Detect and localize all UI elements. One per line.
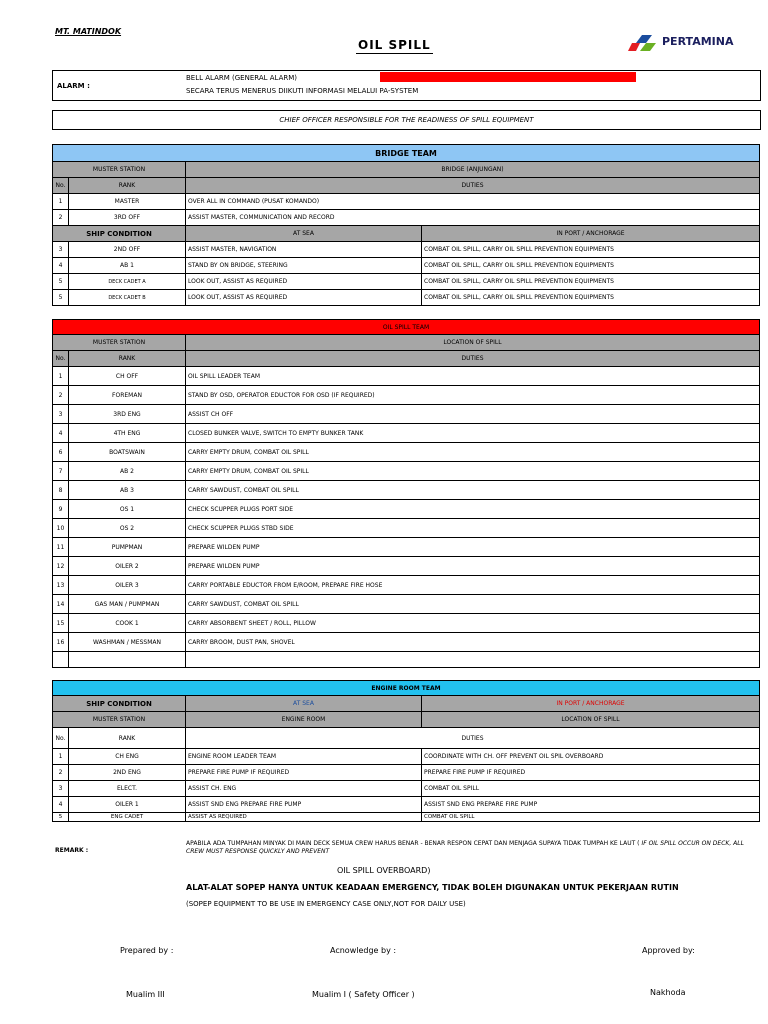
remark-text-en: IF OIL SPILL OCCUR ON DECK, ALL CREW MUST RESPONSE QUICKLY AND PREVENT — [186, 840, 744, 855]
at-sea-header: AT SEA — [186, 226, 422, 242]
ship-condition-label: SHIP CONDITION — [53, 226, 186, 242]
at-sea-duty-cell: ASSIST SND ENG PREPARE FIRE PUMP — [186, 797, 422, 813]
in-port-duty-cell: COMBAT OIL SPILL, CARRY OIL SPILL PREVENTION EQUIPMENTS — [422, 258, 760, 274]
sopep-note: (SOPEP EQUIPMENT TO BE USE IN EMERGENCY CASE ONLY,NOT FOR DAILY USE) — [186, 900, 466, 908]
approved-by-label: Approved by: — [642, 946, 695, 955]
bridge-row — [53, 290, 760, 306]
oil-spill-row — [53, 424, 760, 443]
in-port-duty-cell: COMBAT OIL SPILL — [422, 813, 760, 822]
row-number: 3 — [53, 781, 69, 797]
pertamina-logo-text: PERTAMINA — [662, 35, 734, 48]
at-sea-duty-cell: ASSIST AS REQUIRED — [186, 813, 422, 822]
sopep-warning: ALAT-ALAT SOPEP HANYA UNTUK KEADAAN EMERGENCY, TIDAK BOLEH DIGUNAKAN UNTUK PEKERJAAN RUTIN — [186, 883, 679, 892]
rank-cell: 2ND ENG — [69, 765, 186, 781]
rank-cell: DECK CADET B — [69, 290, 186, 306]
ship-condition-label: SHIP CONDITION — [53, 696, 186, 712]
bridge-row — [53, 210, 760, 226]
ship-name: MT. MATINDOK — [55, 27, 122, 36]
rank-cell: CH ENG — [69, 749, 186, 765]
row-number: 12 — [53, 557, 69, 576]
remark-overboard: OIL SPILL OVERBOARD) — [337, 866, 431, 875]
rank-cell: GAS MAN / PUMPMAN — [69, 595, 186, 614]
duty-cell: CARRY EMPTY DRUM, COMBAT OIL SPILL — [186, 462, 760, 481]
engine-row — [53, 781, 760, 797]
rank-cell: CH OFF — [69, 367, 186, 386]
row-number: 9 — [53, 500, 69, 519]
prepared-by-label: Prepared by : — [120, 946, 174, 955]
engine-room-team-table — [52, 680, 760, 822]
duty-cell: OIL SPILL LEADER TEAM — [186, 367, 760, 386]
rank-cell: 3RD OFF — [69, 210, 186, 226]
remark-text-id: APABILA ADA TUMPAHAN MINYAK DI MAIN DECK SEMUA CREW HARUS BENAR - BENAR RESPON CEPAT DAN MENJAGA SUPAYA TIDAK TUMPAH KE LAUT ( — [186, 840, 640, 847]
alarm-box — [52, 70, 761, 101]
row-number: 3 — [53, 242, 69, 258]
row-number: 4 — [53, 797, 69, 813]
at-sea-duty-cell: LOOK OUT, ASSIST AS REQUIRED — [186, 290, 422, 306]
alarm-line-1: BELL ALARM (GENERAL ALARM) — [186, 74, 298, 82]
row-number: 8 — [53, 481, 69, 500]
rank-cell: ENG CADET — [69, 813, 186, 822]
rank-cell: AB 2 — [69, 462, 186, 481]
row-number: 10 — [53, 519, 69, 538]
rank-cell: BOATSWAIN — [69, 443, 186, 462]
oil-spill-row — [53, 405, 760, 424]
engine-row — [53, 813, 760, 822]
duty-cell: OVER ALL IN COMMAND (PUSAT KOMANDO) — [186, 194, 760, 210]
pertamina-logo-icon — [628, 33, 660, 53]
muster-engine-room: ENGINE ROOM — [186, 712, 422, 728]
at-sea-duty-cell: ASSIST MASTER, NAVIGATION — [186, 242, 422, 258]
alarm-label: ALARM : — [57, 82, 90, 90]
at-sea-duty-cell: ENGINE ROOM LEADER TEAM — [186, 749, 422, 765]
rank-header: RANK — [69, 178, 186, 194]
in-port-duty-cell: COMBAT OIL SPILL, CARRY OIL SPILL PREVENTION EQUIPMENTS — [422, 274, 760, 290]
alarm-highlight-bar — [380, 72, 636, 82]
duties-header: DUTIES — [186, 178, 760, 194]
bridge-row — [53, 258, 760, 274]
oil-spill-row — [53, 481, 760, 500]
row-number: 16 — [53, 633, 69, 652]
at-sea-duty-cell: ASSIST CH. ENG — [186, 781, 422, 797]
oil-spill-row — [53, 557, 760, 576]
rank-cell: MASTER — [69, 194, 186, 210]
row-number: 5 — [53, 274, 69, 290]
row-number: 14 — [53, 595, 69, 614]
rank-cell: 3RD ENG — [69, 405, 186, 424]
oil-spill-row — [53, 538, 760, 557]
at-sea-header: AT SEA — [186, 696, 422, 712]
oil-spill-row — [53, 652, 760, 668]
rank-cell: AB 3 — [69, 481, 186, 500]
row-number: 15 — [53, 614, 69, 633]
bridge-row — [53, 194, 760, 210]
no-header: No. — [53, 728, 69, 749]
rank-cell: AB 1 — [69, 258, 186, 274]
row-number: 7 — [53, 462, 69, 481]
row-number: 2 — [53, 210, 69, 226]
row-number: 3 — [53, 405, 69, 424]
rank-cell: FOREMAN — [69, 386, 186, 405]
duty-cell: CARRY SAWDUST, COMBAT OIL SPILL — [186, 595, 760, 614]
duty-cell: ASSIST MASTER, COMMUNICATION AND RECORD — [186, 210, 760, 226]
acknowledge-by-name: Mualim I ( Safety Officer ) — [312, 990, 415, 999]
rank-cell: 4TH ENG — [69, 424, 186, 443]
no-header: No. — [53, 351, 69, 367]
duty-cell: CLOSED BUNKER VALVE, SWITCH TO EMPTY BUNKER TANK — [186, 424, 760, 443]
row-number: 5 — [53, 290, 69, 306]
in-port-header: IN PORT / ANCHORAGE — [422, 696, 760, 712]
rank-cell: ELECT. — [69, 781, 186, 797]
duty-cell: CARRY BROOM, DUST PAN, SHOVEL — [186, 633, 760, 652]
rank-cell: 2ND OFF — [69, 242, 186, 258]
remark-label: REMARK : — [55, 847, 89, 854]
oil-spill-row — [53, 614, 760, 633]
chief-officer-note: CHIEF OFFICER RESPONSIBLE FOR THE READINESS OF SPILL EQUIPMENT — [52, 110, 761, 130]
rank-header: RANK — [69, 351, 186, 367]
oil-spill-row — [53, 367, 760, 386]
row-number: 2 — [53, 386, 69, 405]
row-number: 1 — [53, 194, 69, 210]
duty-cell: PREPARE WILDEN PUMP — [186, 538, 760, 557]
at-sea-duty-cell: STAND BY ON BRIDGE, STEERING — [186, 258, 422, 274]
rank-cell: OILER 1 — [69, 797, 186, 813]
row-number: 5 — [53, 813, 69, 822]
oil-spill-row — [53, 462, 760, 481]
duty-cell — [186, 652, 760, 668]
oil-spill-team-title: OIL SPILL TEAM — [53, 320, 760, 335]
at-sea-duty-cell: PREPARE FIRE PUMP IF REQUIRED — [186, 765, 422, 781]
in-port-duty-cell: COMBAT OIL SPILL, CARRY OIL SPILL PREVENTION EQUIPMENTS — [422, 290, 760, 306]
muster-station-value: BRIDGE (ANJUNGAN) — [186, 162, 760, 178]
row-number — [53, 652, 69, 668]
approved-by-name: Nakhoda — [650, 988, 686, 997]
oil-spill-row — [53, 595, 760, 614]
rank-cell: OS 1 — [69, 500, 186, 519]
oil-spill-team-table — [52, 319, 760, 668]
pertamina-logo — [628, 33, 738, 53]
rank-cell: COOK 1 — [69, 614, 186, 633]
duty-cell: CARRY ABSORBENT SHEET / ROLL, PILLOW — [186, 614, 760, 633]
rank-cell: DECK CADET A — [69, 274, 186, 290]
no-header: No. — [53, 178, 69, 194]
row-number: 1 — [53, 749, 69, 765]
engine-row — [53, 749, 760, 765]
in-port-duty-cell: COORDINATE WITH CH. OFF PREVENT OIL SPIL OVERBOARD — [422, 749, 760, 765]
row-number: 1 — [53, 367, 69, 386]
prepared-by-name: Mualim III — [126, 990, 165, 999]
rank-cell — [69, 652, 186, 668]
oil-spill-row — [53, 633, 760, 652]
oil-spill-row — [53, 386, 760, 405]
row-number: 4 — [53, 424, 69, 443]
in-port-duty-cell: COMBAT OIL SPILL — [422, 781, 760, 797]
bridge-team-table — [52, 144, 760, 306]
duty-cell: CHECK SCUPPER PLUGS STBD SIDE — [186, 519, 760, 538]
row-number: 4 — [53, 258, 69, 274]
engine-row — [53, 765, 760, 781]
engine-room-team-title: ENGINE ROOM TEAM — [53, 681, 760, 696]
row-number: 6 — [53, 443, 69, 462]
bridge-team-title: BRIDGE TEAM — [53, 145, 760, 162]
muster-location-of-spill: LOCATION OF SPILL — [422, 712, 760, 728]
duties-header: DUTIES — [186, 351, 760, 367]
at-sea-duty-cell: LOOK OUT, ASSIST AS REQUIRED — [186, 274, 422, 290]
muster-station-label: MUSTER STATION — [53, 712, 186, 728]
duty-cell: PREPARE WILDEN PUMP — [186, 557, 760, 576]
duty-cell: CARRY SAWDUST, COMBAT OIL SPILL — [186, 481, 760, 500]
duty-cell: STAND BY OSD, OPERATOR EDUCTOR FOR OSD (IF REQUIRED) — [186, 386, 760, 405]
rank-cell: PUMPMAN — [69, 538, 186, 557]
duty-cell: CARRY PORTABLE EDUCTOR FROM E/ROOM, PREPARE FIRE HOSE — [186, 576, 760, 595]
rank-cell: OILER 2 — [69, 557, 186, 576]
oil-spill-row — [53, 519, 760, 538]
in-port-duty-cell: COMBAT OIL SPILL, CARRY OIL SPILL PREVENTION EQUIPMENTS — [422, 242, 760, 258]
duty-cell: ASSIST CH OFF — [186, 405, 760, 424]
alarm-line-2: SECARA TERUS MENERUS DIIKUTI INFORMASI MELALUI PA-SYSTEM — [186, 87, 419, 95]
acknowledge-by-label: Acnowledge by : — [330, 946, 397, 955]
bridge-row — [53, 242, 760, 258]
in-port-duty-cell: PREPARE FIRE PUMP IF REQUIRED — [422, 765, 760, 781]
oil-spill-row — [53, 443, 760, 462]
duty-cell: CHECK SCUPPER PLUGS PORT SIDE — [186, 500, 760, 519]
duty-cell: CARRY EMPTY DRUM, COMBAT OIL SPILL — [186, 443, 760, 462]
bridge-row — [53, 274, 760, 290]
rank-cell: OS 2 — [69, 519, 186, 538]
row-number: 13 — [53, 576, 69, 595]
page-title: OIL SPILL — [358, 38, 431, 52]
muster-station-label: MUSTER STATION — [53, 335, 186, 351]
row-number: 2 — [53, 765, 69, 781]
rank-cell: OILER 3 — [69, 576, 186, 595]
oil-spill-row — [53, 576, 760, 595]
oil-spill-row — [53, 500, 760, 519]
in-port-header: IN PORT / ANCHORAGE — [422, 226, 760, 242]
muster-station-label: MUSTER STATION — [53, 162, 186, 178]
rank-header: RANK — [69, 728, 186, 749]
engine-row — [53, 797, 760, 813]
duties-header: DUTIES — [186, 728, 760, 749]
muster-station-value: LOCATION OF SPILL — [186, 335, 760, 351]
in-port-duty-cell: ASSIST SND ENG PREPARE FIRE PUMP — [422, 797, 760, 813]
rank-cell: WASHMAN / MESSMAN — [69, 633, 186, 652]
remark-text — [186, 840, 756, 856]
row-number: 11 — [53, 538, 69, 557]
